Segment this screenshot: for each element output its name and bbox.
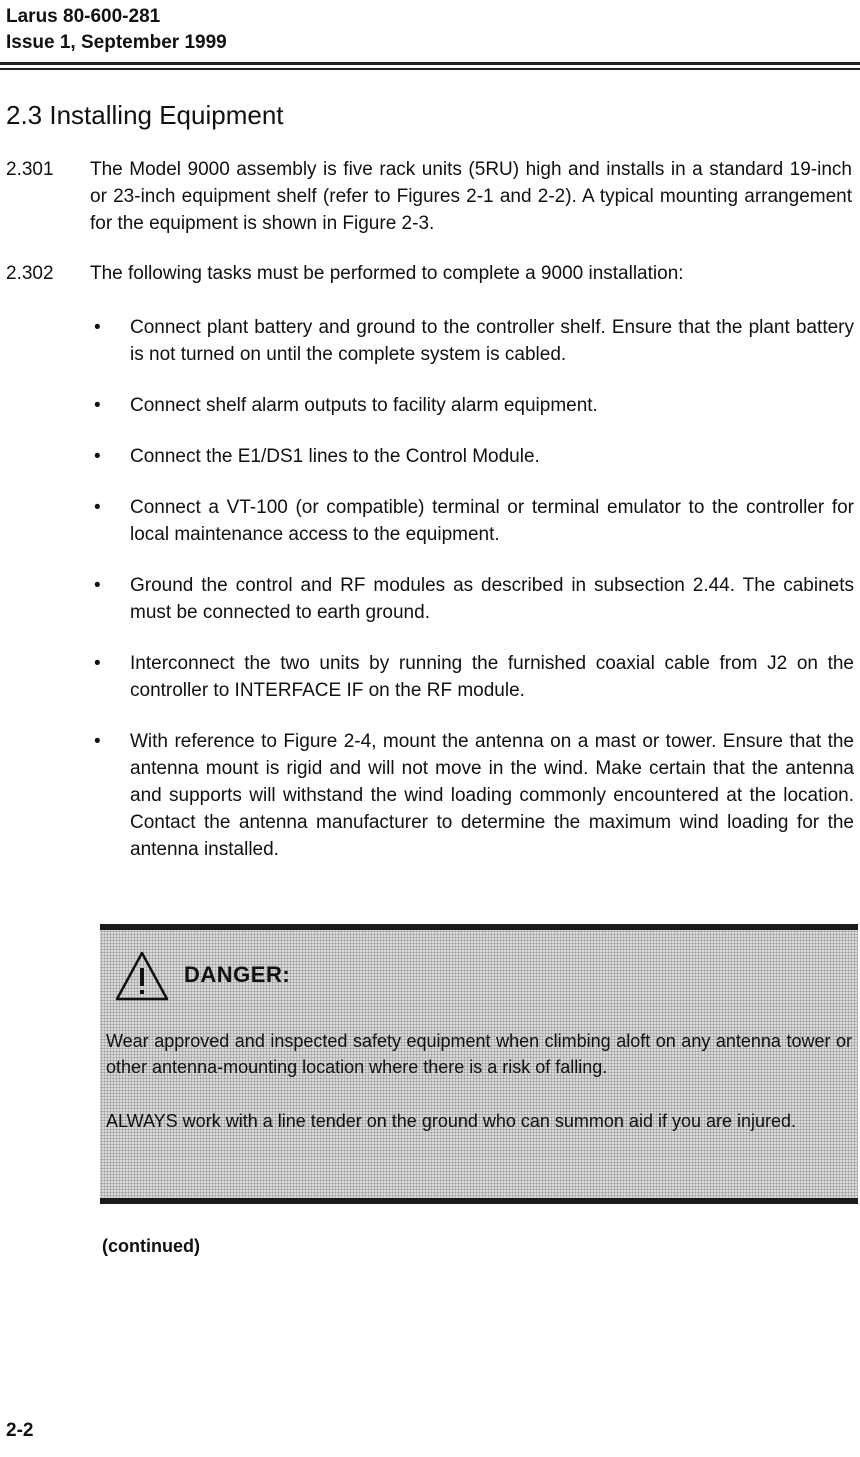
list-item	[88, 494, 854, 548]
paragraph-number: 2.302	[6, 263, 54, 284]
bullet-icon: •	[94, 317, 101, 338]
paragraph-2-302	[6, 260, 852, 287]
list-item	[88, 443, 854, 470]
issue-date: Issue 1, September 1999	[6, 32, 227, 53]
list-item-text: Ground the control and RF modules as described in subsection 2.44. The cabinets must be connected to earth ground.	[130, 575, 854, 623]
bullet-icon: •	[94, 395, 101, 416]
header-rule-top	[0, 62, 860, 65]
list-item	[88, 728, 854, 863]
task-list	[88, 314, 854, 887]
bullet-icon: •	[94, 653, 101, 674]
document-header	[6, 4, 227, 56]
paragraph-number: 2.301	[6, 159, 54, 180]
list-item-text: Connect the E1/DS1 lines to the Control Module.	[130, 446, 540, 467]
continued-note: (continued)	[102, 1236, 200, 1256]
section-title: 2.3 Installing Equipment	[6, 100, 284, 130]
danger-label: DANGER:	[184, 962, 291, 987]
bullet-icon: •	[94, 497, 101, 518]
paragraph-2-301	[6, 156, 852, 237]
paragraph-text: The Model 9000 assembly is five rack units (5RU) high and installs in a standard 19-inch or 23-inch equipment shelf (refer to Figures 2-1 and 2-2). A typical mounting arrangement for the equipment is shown in Figure 2-3.	[90, 159, 852, 234]
header-rule-bottom	[0, 68, 860, 70]
list-item	[88, 650, 854, 704]
list-item-text: With reference to Figure 2-4, mount the antenna on a mast or tower. Ensure that the antenna mount is rigid and will not move in the wind. Make certain that the antenna and supports will withstand the wind loading commonly encountered at the location. Contact the antenna manufacturer to determine the maximum wind loading for the antenna installed.	[130, 731, 854, 860]
list-item-text: Interconnect the two units by running the furnished coaxial cable from J2 on the controller to INTERFACE IF on the RF module.	[130, 653, 854, 701]
list-item-text: Connect shelf alarm outputs to facility alarm equipment.	[130, 395, 598, 416]
bullet-icon: •	[94, 446, 101, 467]
danger-notice	[100, 924, 858, 1204]
page-number: 2-2	[6, 1420, 34, 1441]
warning-triangle-icon	[114, 950, 170, 1002]
danger-text-line-tender: ALWAYS work with a line tender on the ground who can summon aid if you are injured.	[106, 1111, 797, 1131]
list-item-text: Connect plant battery and ground to the controller shelf. Ensure that the plant battery is not turned on until the complete system is cabled.	[130, 317, 854, 365]
danger-text-safety: Wear approved and inspected safety equipment when climbing aloft on any antenna tower or other antenna-mounting location where there is a risk of falling.	[106, 1031, 852, 1077]
list-item	[88, 314, 854, 368]
bullet-icon: •	[94, 731, 101, 752]
document-number: Larus 80-600-281	[6, 6, 161, 27]
list-item	[88, 392, 854, 419]
list-item	[88, 572, 854, 626]
bullet-icon: •	[94, 575, 101, 596]
list-item-text: Connect a VT-100 (or compatible) terminal or terminal emulator to the controller for local maintenance access to the equipment.	[130, 497, 854, 545]
paragraph-text: The following tasks must be performed to complete a 9000 installation:	[90, 263, 684, 284]
